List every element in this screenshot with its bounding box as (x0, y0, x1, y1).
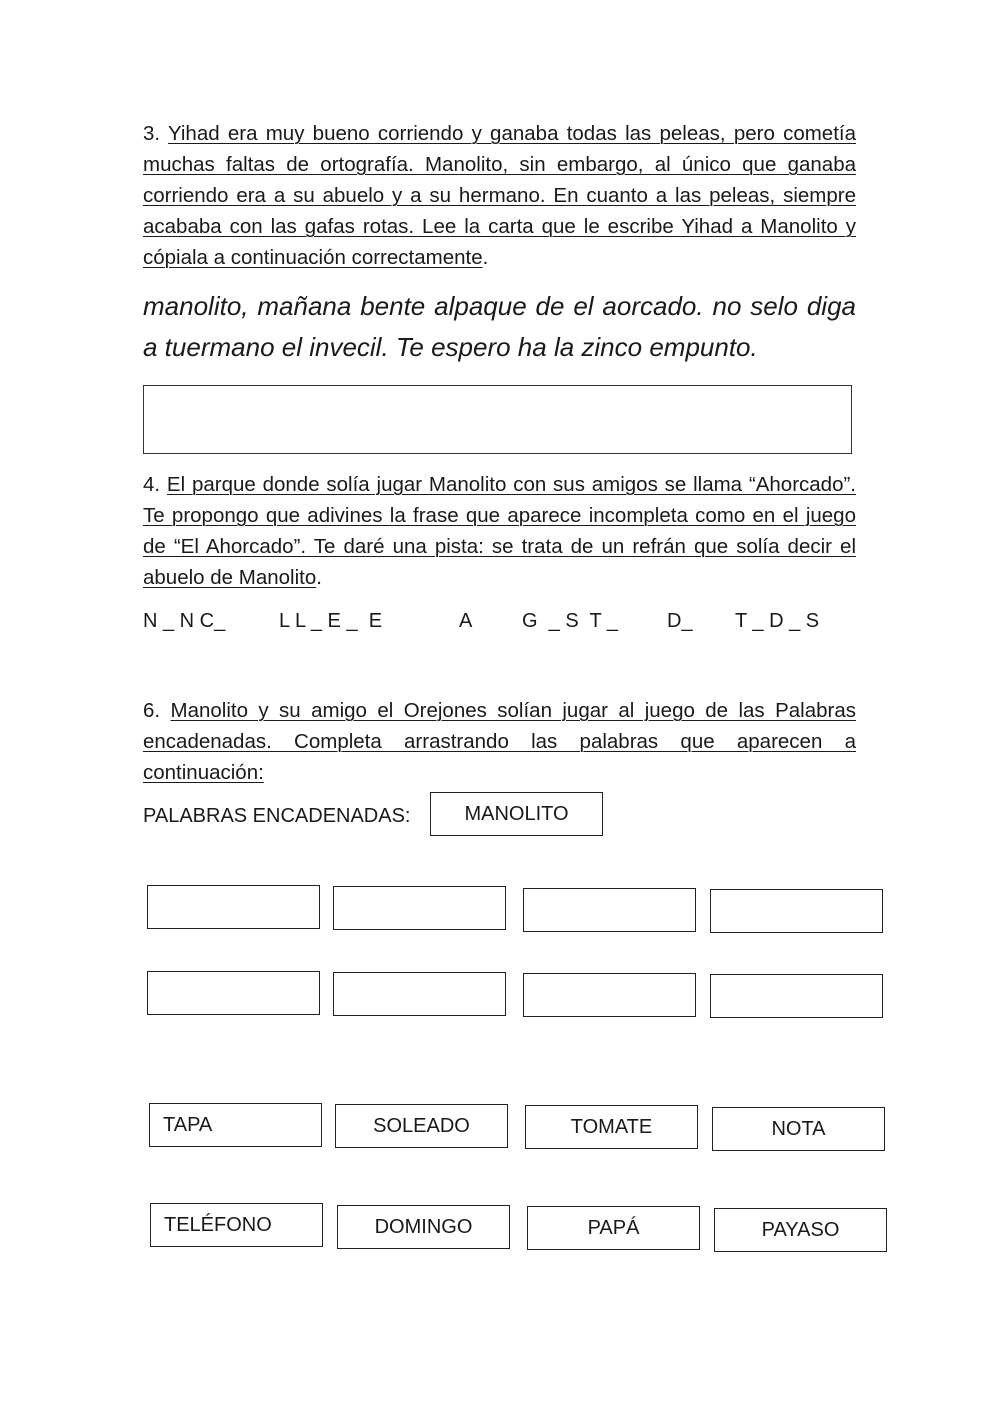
hangman-word-1: N _ N C_ (143, 610, 226, 632)
start-word: MANOLITO (464, 802, 569, 825)
chain-slot-1[interactable] (147, 885, 320, 929)
question-6-number: 6. (143, 699, 161, 722)
chain-slot-2[interactable] (333, 886, 506, 930)
chain-slot-6[interactable] (333, 972, 506, 1016)
question-3-number: 3. (143, 122, 161, 145)
question-6-instruction: Manolito y su amigo el Orejones solían jugar al juego de las Palabras encadenadas. Completa arrastrando las palabras que aparecen a continuación: (143, 699, 856, 784)
word-option-soleado[interactable] (335, 1104, 508, 1148)
chain-slot-5[interactable] (147, 971, 320, 1015)
word-option-label: TAPA (163, 1113, 213, 1136)
start-word-box (430, 792, 603, 836)
word-option-domingo[interactable] (337, 1205, 510, 1249)
question-3-text (143, 118, 856, 273)
word-option-label: PAYASO (761, 1218, 840, 1241)
chain-slot-3[interactable] (523, 888, 696, 932)
chain-slot-8[interactable] (710, 974, 883, 1018)
word-option-label: NOTA (771, 1117, 826, 1140)
question-4-text (143, 469, 856, 593)
word-option-label: TOMATE (570, 1115, 653, 1138)
hangman-word-4: G _ S T _ (522, 610, 618, 632)
misspelled-letter: manolito, mañana bente alpaque de el aorcado. no selo diga a tuermano el invecil. Te espero ha la zinco empunto. (143, 291, 856, 362)
hangman-word-6: T _ D _ S (735, 610, 820, 632)
chain-slot-7[interactable] (523, 973, 696, 1017)
word-option-label: SOLEADO (373, 1114, 470, 1137)
question-4-period: . (316, 566, 322, 589)
letter-answer-box[interactable] (143, 385, 852, 454)
question-6-text (143, 695, 856, 788)
word-option-label: PAPÁ (587, 1216, 640, 1239)
question-3-instruction: Yihad era muy bueno corriendo y ganaba todas las peleas, pero cometía muchas faltas de ortografía. Manolito, sin embargo, al único que ganaba corriendo era a su abuelo y a su hermano. En cuanto a las peleas, siempre acababa con las gafas rotas. Lee la carta que le escribe Yihad a Manolito y cópiala a continuación correctamente (143, 122, 856, 269)
word-option-telefono[interactable] (150, 1203, 323, 1247)
word-option-label: TELÉFONO (164, 1213, 272, 1236)
word-option-nota[interactable] (712, 1107, 885, 1151)
hangman-word-2: L L _ E _ E (279, 610, 383, 632)
question-4-number: 4. (143, 473, 161, 496)
question-3-period: . (482, 246, 489, 269)
word-option-tomate[interactable] (525, 1105, 698, 1149)
chain-slot-4[interactable] (710, 889, 883, 933)
word-option-papa[interactable] (527, 1206, 700, 1250)
word-option-payaso[interactable] (714, 1208, 887, 1252)
word-option-label: DOMINGO (374, 1215, 473, 1238)
hangman-word-5: D_ (667, 610, 693, 632)
word-option-tapa[interactable] (149, 1103, 322, 1147)
chain-label: PALABRAS ENCADENADAS: (143, 805, 411, 827)
question-4-instruction: El parque donde solía jugar Manolito con sus amigos se llama “Ahorcado”. Te propongo que adivines la frase que aparece incompleta como en el juego de “El Ahorcado”. Te daré una pista: se trata de un refrán que solía decir el abuelo de Manolito (143, 473, 856, 589)
hangman-word-3: A (459, 610, 473, 632)
